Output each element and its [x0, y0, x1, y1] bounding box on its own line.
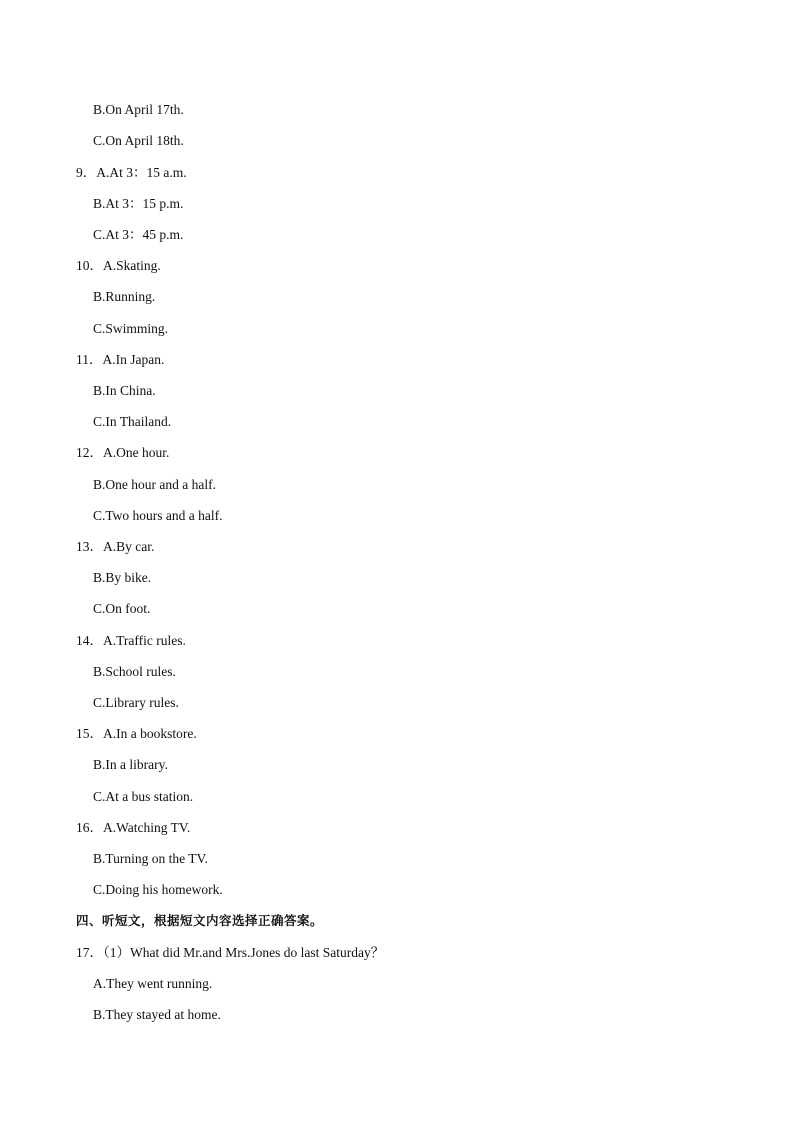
option-12c: C.Two hours and a half. [93, 508, 223, 523]
section-heading: 四、听短文，根据短文内容选择正确答案。 [76, 913, 324, 928]
option-10b: B.Running. [93, 289, 156, 304]
option-16c: C.Doing his homework. [93, 882, 223, 897]
question-10-option-a: 10．A.Skating. [76, 258, 161, 273]
option-9c: C.At 3：45 p.m. [93, 227, 184, 242]
option-12b: B.One hour and a half. [93, 477, 216, 492]
option-17b: B.They stayed at home. [93, 1007, 221, 1022]
option-11c: C.In Thailand. [93, 414, 172, 429]
question-15-option-a: 15．A.In a bookstore. [76, 726, 197, 741]
option-8c: C.On April 18th. [93, 133, 184, 148]
option-16b: B.Turning on the TV. [93, 851, 208, 866]
option-13b: B.By bike. [93, 570, 152, 585]
question-12-option-a: 12．A.One hour. [76, 445, 170, 460]
question-16-option-a: 16．A.Watching TV. [76, 820, 191, 835]
option-15b: B.In a library. [93, 757, 168, 772]
option-14b: B.School rules. [93, 664, 176, 679]
option-11b: B.In China. [93, 383, 156, 398]
question-13-option-a: 13．A.By car. [76, 539, 155, 554]
question-9-option-a: 9．A.At 3：15 a.m. [76, 165, 187, 180]
option-9b: B.At 3：15 p.m. [93, 196, 184, 211]
option-17a: A.They went running. [93, 976, 213, 991]
option-13c: C.On foot. [93, 601, 151, 616]
option-8b: B.On April 17th. [93, 102, 184, 117]
question-14-option-a: 14．A.Traffic rules. [76, 633, 186, 648]
question-11-option-a: 11．A.In Japan. [76, 352, 165, 367]
question-17-prompt: 17．（1）What did Mr.and Mrs.Jones do last Saturday？ [76, 945, 385, 960]
option-15c: C.At a bus station. [93, 789, 194, 804]
option-14c: C.Library rules. [93, 695, 179, 710]
option-10c: C.Swimming. [93, 321, 169, 336]
